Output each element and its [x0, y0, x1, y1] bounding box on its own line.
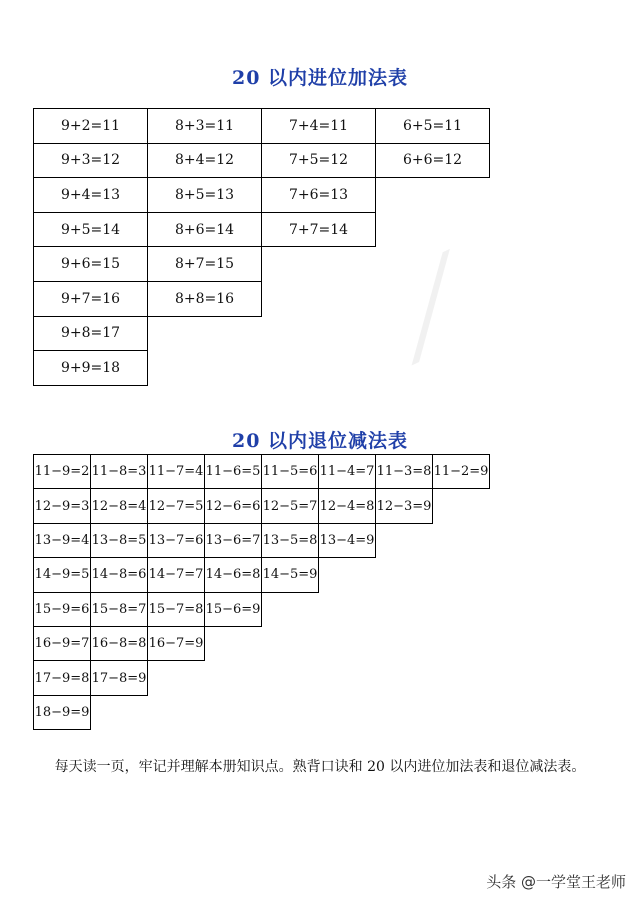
subtraction-cell: 11−3=8: [376, 455, 433, 489]
subtraction-row: [34, 626, 490, 660]
addition-table: [33, 108, 490, 386]
subtraction-cell: 12−3=9: [376, 489, 433, 523]
addition-cell: 9+7=16: [34, 281, 148, 316]
empty-cell: [376, 316, 490, 351]
addition-cell: 8+3=11: [148, 109, 262, 144]
addition-row: [34, 247, 490, 282]
background-watermark: ⟋: [364, 228, 500, 391]
subtraction-cell: 13−5=8: [262, 523, 319, 557]
empty-cell: [433, 695, 490, 729]
subtraction-row: [34, 489, 490, 523]
empty-cell: [433, 558, 490, 592]
footnote-text: 每天读一页，牢记并理解本册知识点。熟背口诀和 20 以内进位加法表和退位减法表。: [54, 759, 586, 775]
addition-row: [34, 281, 490, 316]
empty-cell: [91, 695, 148, 729]
addition-cell: 8+7=15: [148, 247, 262, 282]
empty-cell: [262, 351, 376, 386]
subtraction-cell: 12−7=5: [148, 489, 205, 523]
addition-cell: 6+6=12: [376, 143, 490, 178]
subtraction-cell: 11−8=3: [91, 455, 148, 489]
subtraction-cell: 12−5=7: [262, 489, 319, 523]
empty-cell: [205, 661, 262, 695]
addition-cell: 9+9=18: [34, 351, 148, 386]
addition-cell: 9+8=17: [34, 316, 148, 351]
subtraction-cell: 12−9=3: [34, 489, 91, 523]
empty-cell: [319, 626, 376, 660]
subtraction-cell: 14−8=6: [91, 558, 148, 592]
empty-cell: [376, 247, 490, 282]
empty-cell: [262, 626, 319, 660]
empty-cell: [433, 489, 490, 523]
addition-row: [34, 178, 490, 213]
subtraction-row: [34, 592, 490, 626]
empty-cell: [376, 351, 490, 386]
subtraction-cell: 11−7=4: [148, 455, 205, 489]
subtraction-cell: 14−5=9: [262, 558, 319, 592]
addition-row: [34, 212, 490, 247]
subtraction-cell: 15−8=7: [91, 592, 148, 626]
subtraction-cell: 15−7=8: [148, 592, 205, 626]
subtraction-row: [34, 455, 490, 489]
addition-cell: 7+7=14: [262, 212, 376, 247]
empty-cell: [319, 661, 376, 695]
subtraction-cell: 11−5=6: [262, 455, 319, 489]
subtraction-cell: 13−6=7: [205, 523, 262, 557]
subtraction-cell: 14−7=7: [148, 558, 205, 592]
subtraction-cell: 14−9=5: [34, 558, 91, 592]
empty-cell: [376, 661, 433, 695]
subtraction-row: [34, 661, 490, 695]
addition-cell: 9+3=12: [34, 143, 148, 178]
empty-cell: [319, 695, 376, 729]
addition-table-title: 20 以内进位加法表: [231, 67, 409, 89]
empty-cell: [376, 281, 490, 316]
subtraction-cell: 12−8=4: [91, 489, 148, 523]
author-watermark: 头条 @一学堂王老师: [486, 873, 626, 891]
subtraction-cell: 16−7=9: [148, 626, 205, 660]
addition-row: [34, 109, 490, 144]
addition-cell: 8+8=16: [148, 281, 262, 316]
subtraction-cell: 11−6=5: [205, 455, 262, 489]
empty-cell: [205, 695, 262, 729]
addition-cell: 6+5=11: [376, 109, 490, 144]
empty-cell: [433, 661, 490, 695]
addition-row: [34, 143, 490, 178]
subtraction-cell: 16−9=7: [34, 626, 91, 660]
subtraction-row: [34, 695, 490, 729]
empty-cell: [262, 247, 376, 282]
empty-cell: [148, 695, 205, 729]
addition-cell: 9+6=15: [34, 247, 148, 282]
empty-cell: [262, 592, 319, 626]
addition-cell: 8+5=13: [148, 178, 262, 213]
empty-cell: [376, 558, 433, 592]
empty-cell: [376, 178, 490, 213]
subtraction-cell: 13−4=9: [319, 523, 376, 557]
addition-cell: 7+5=12: [262, 143, 376, 178]
empty-cell: [433, 592, 490, 626]
subtraction-cell: 12−4=8: [319, 489, 376, 523]
subtraction-cell: 11−2=9: [433, 455, 490, 489]
subtraction-cell: 13−7=6: [148, 523, 205, 557]
subtraction-cell: 13−9=4: [34, 523, 91, 557]
empty-cell: [319, 592, 376, 626]
subtraction-table: [33, 454, 490, 730]
subtraction-cell: 14−6=8: [205, 558, 262, 592]
empty-cell: [376, 695, 433, 729]
empty-cell: [205, 626, 262, 660]
empty-cell: [376, 626, 433, 660]
empty-cell: [262, 695, 319, 729]
subtraction-row: [34, 523, 490, 557]
subtraction-cell: 11−9=2: [34, 455, 91, 489]
addition-cell: 9+5=14: [34, 212, 148, 247]
subtraction-cell: 15−6=9: [205, 592, 262, 626]
addition-cell: 8+4=12: [148, 143, 262, 178]
empty-cell: [148, 661, 205, 695]
empty-cell: [148, 351, 262, 386]
subtraction-cell: 12−6=6: [205, 489, 262, 523]
addition-cell: 9+4=13: [34, 178, 148, 213]
addition-cell: 8+6=14: [148, 212, 262, 247]
empty-cell: [262, 316, 376, 351]
subtraction-cell: 17−9=8: [34, 661, 91, 695]
empty-cell: [433, 523, 490, 557]
empty-cell: [376, 212, 490, 247]
empty-cell: [148, 316, 262, 351]
addition-row: [34, 316, 490, 351]
subtraction-cell: 15−9=6: [34, 592, 91, 626]
empty-cell: [319, 558, 376, 592]
subtraction-cell: 17−8=9: [91, 661, 148, 695]
subtraction-cell: 18−9=9: [34, 695, 91, 729]
addition-cell: 7+6=13: [262, 178, 376, 213]
empty-cell: [262, 281, 376, 316]
addition-cell: 7+4=11: [262, 109, 376, 144]
subtraction-row: [34, 558, 490, 592]
subtraction-cell: 16−8=8: [91, 626, 148, 660]
empty-cell: [262, 661, 319, 695]
empty-cell: [433, 626, 490, 660]
addition-cell: 9+2=11: [34, 109, 148, 144]
subtraction-cell: 11−4=7: [319, 455, 376, 489]
subtraction-cell: 13−8=5: [91, 523, 148, 557]
empty-cell: [376, 523, 433, 557]
empty-cell: [376, 592, 433, 626]
addition-row: [34, 351, 490, 386]
subtraction-table-title: 20 以内退位减法表: [231, 430, 409, 452]
